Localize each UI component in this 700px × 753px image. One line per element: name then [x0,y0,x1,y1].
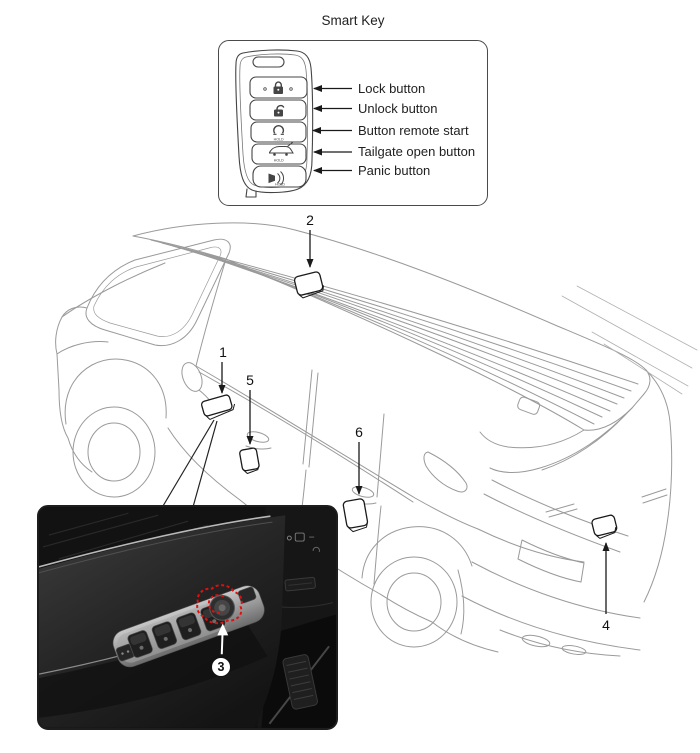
callout-3: 3 [211,657,231,677]
callout-4: 4 [602,617,610,633]
remote-start-label: Button remote start [358,123,469,138]
svg-text:HOLD: HOLD [275,182,285,187]
antenna-box-4 [591,514,618,539]
lock-button-label: Lock button [358,81,426,96]
callout-2: 2 [306,212,314,228]
key-label-arrows [313,89,352,171]
antenna-box-1 [201,393,237,420]
svg-text:HOLD: HOLD [273,137,284,142]
callout-6: 6 [355,424,363,440]
door-panel-photo-inset [37,505,338,730]
panic-button-label: Panic button [358,163,431,178]
smart-key-title: Smart Key [321,13,385,28]
tailgate-button-label: Tailgate open button [358,144,476,159]
antenna-box-6 [343,498,369,532]
unlock-button-label: Unlock button [358,101,438,116]
callout-5: 5 [246,372,254,388]
door-panel-photo [39,507,336,728]
key-fob-illustration [236,50,313,197]
svg-text:HOLD: HOLD [273,158,284,163]
callout-1: 1 [219,344,227,360]
antenna-box-5 [239,448,260,475]
